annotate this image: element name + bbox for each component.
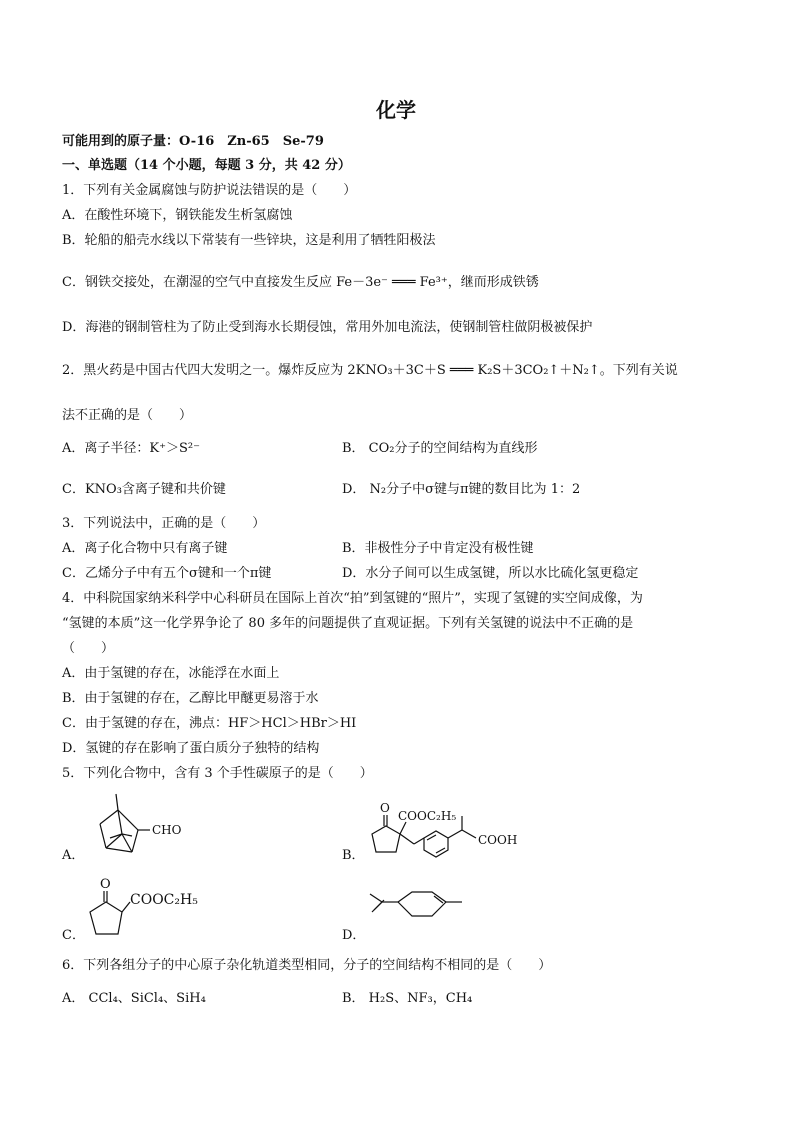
q5-molecule-b <box>366 798 536 862</box>
q5-option-b-label: B． <box>342 848 365 863</box>
q2-stem-line1: 2．黑火药是中国古代四大发明之一。爆炸反应为 2KNO₃＋3C＋S ═══ K₂S＋3CO₂↑＋N₂↑。下列有关说 <box>62 363 678 378</box>
q2-option-d: D． N₂分子中σ键与π键的数目比为 1：2 <box>342 482 581 497</box>
q4-stem-line1: 4．中科院国家纳米科学中心科研员在国际上首次“拍”到氢键的“照片”，实现了氢键的实空间成像，为 <box>62 591 643 606</box>
q3-option-a: A．离子化合物中只有离子键 <box>62 541 228 556</box>
q3-option-b: B．非极性分子中肯定没有极性键 <box>342 541 534 556</box>
q2-stem-line2: 法不正确的是（ ） <box>62 408 193 423</box>
q3-option-c: C．乙烯分子中有五个σ键和一个π键 <box>62 566 272 581</box>
q6-stem: 6．下列各组分子的中心原子杂化轨道类型相同，分子的空间结构不相同的是（ ） <box>62 958 552 973</box>
page-title: 化学 <box>376 98 416 122</box>
q5-option-a-label: A． <box>62 848 85 863</box>
q4-option-d: D．氢键的存在影响了蛋白质分子独特的结构 <box>62 741 320 756</box>
q3-stem: 3．下列说法中，正确的是（ ） <box>62 516 266 531</box>
q6-option-a: A． CCl₄、SiCl₄、SiH₄ <box>62 991 206 1006</box>
q4-option-a: A．由于氢键的存在，冰能浮在水面上 <box>62 666 280 681</box>
c-ester-label: COOC₂H₅ <box>130 892 198 908</box>
q1-stem: 1．下列有关金属腐蚀与防护说法错误的是（ ） <box>62 183 357 198</box>
q5-option-c-label: C． <box>62 928 85 943</box>
q1-option-d: D．海港的钢制管柱为了防止受到海水长期侵蚀，常用外加电流法，使钢制管柱做阴极被保护 <box>62 320 593 335</box>
q1-option-c: C．钢铁交接处，在潮湿的空气中直接发生反应 Fe－3e⁻ ═══ Fe³⁺，继而形成铁锈 <box>62 275 539 290</box>
q5-molecule-d <box>366 886 486 942</box>
q4-option-c: C．由于氢键的存在，沸点：HF＞HCl＞HBr＞HI <box>62 716 357 731</box>
b-ester-label: COOC₂H₅ <box>398 809 457 823</box>
q5-stem: 5．下列化合物中，含有 3 个手性碳原子的是（ ） <box>62 766 373 781</box>
q4-option-b: B．由于氢键的存在，乙醇比甲醚更易溶于水 <box>62 691 319 706</box>
q5-molecule-c <box>86 874 226 940</box>
q5-molecule-a <box>86 790 196 866</box>
q5-option-d-label: D． <box>342 928 366 943</box>
atomic-masses: 可能用到的原子量：O-16 Zn-65 Se-79 <box>62 134 324 149</box>
q1-option-a: A．在酸性环境下，钢铁能发生析氢腐蚀 <box>62 208 293 223</box>
q2-option-a: A．离子半径：K⁺＞S²⁻ <box>62 441 200 456</box>
b-oxygen-label: O <box>380 801 390 815</box>
c-oxygen-label: O <box>100 877 111 892</box>
q2-option-b: B． CO₂分子的空间结构为直线形 <box>342 441 538 456</box>
q1-option-b: B．轮船的船壳水线以下常装有一些锌块，这是利用了牺牲阳极法 <box>62 233 436 248</box>
b-cooh-label: COOH <box>478 833 518 847</box>
cho-label: CHO <box>152 823 182 837</box>
q6-option-b: B． H₂S、NF₃，CH₄ <box>342 991 473 1006</box>
q3-option-d: D．水分子间可以生成氢键，所以水比硫化氢更稳定 <box>342 566 639 581</box>
q2-option-c: C．KNO₃含离子键和共价键 <box>62 482 226 497</box>
section-heading: 一、单选题（14 个小题，每题 3 分，共 42 分） <box>62 158 351 173</box>
q4-stem-line2: “氢键的本质”这一化学界争论了 80 多年的问题提供了直观证据。下列有关氢键的说法中不正确的是 <box>62 616 634 631</box>
q4-stem-line3: （ ） <box>62 641 115 656</box>
